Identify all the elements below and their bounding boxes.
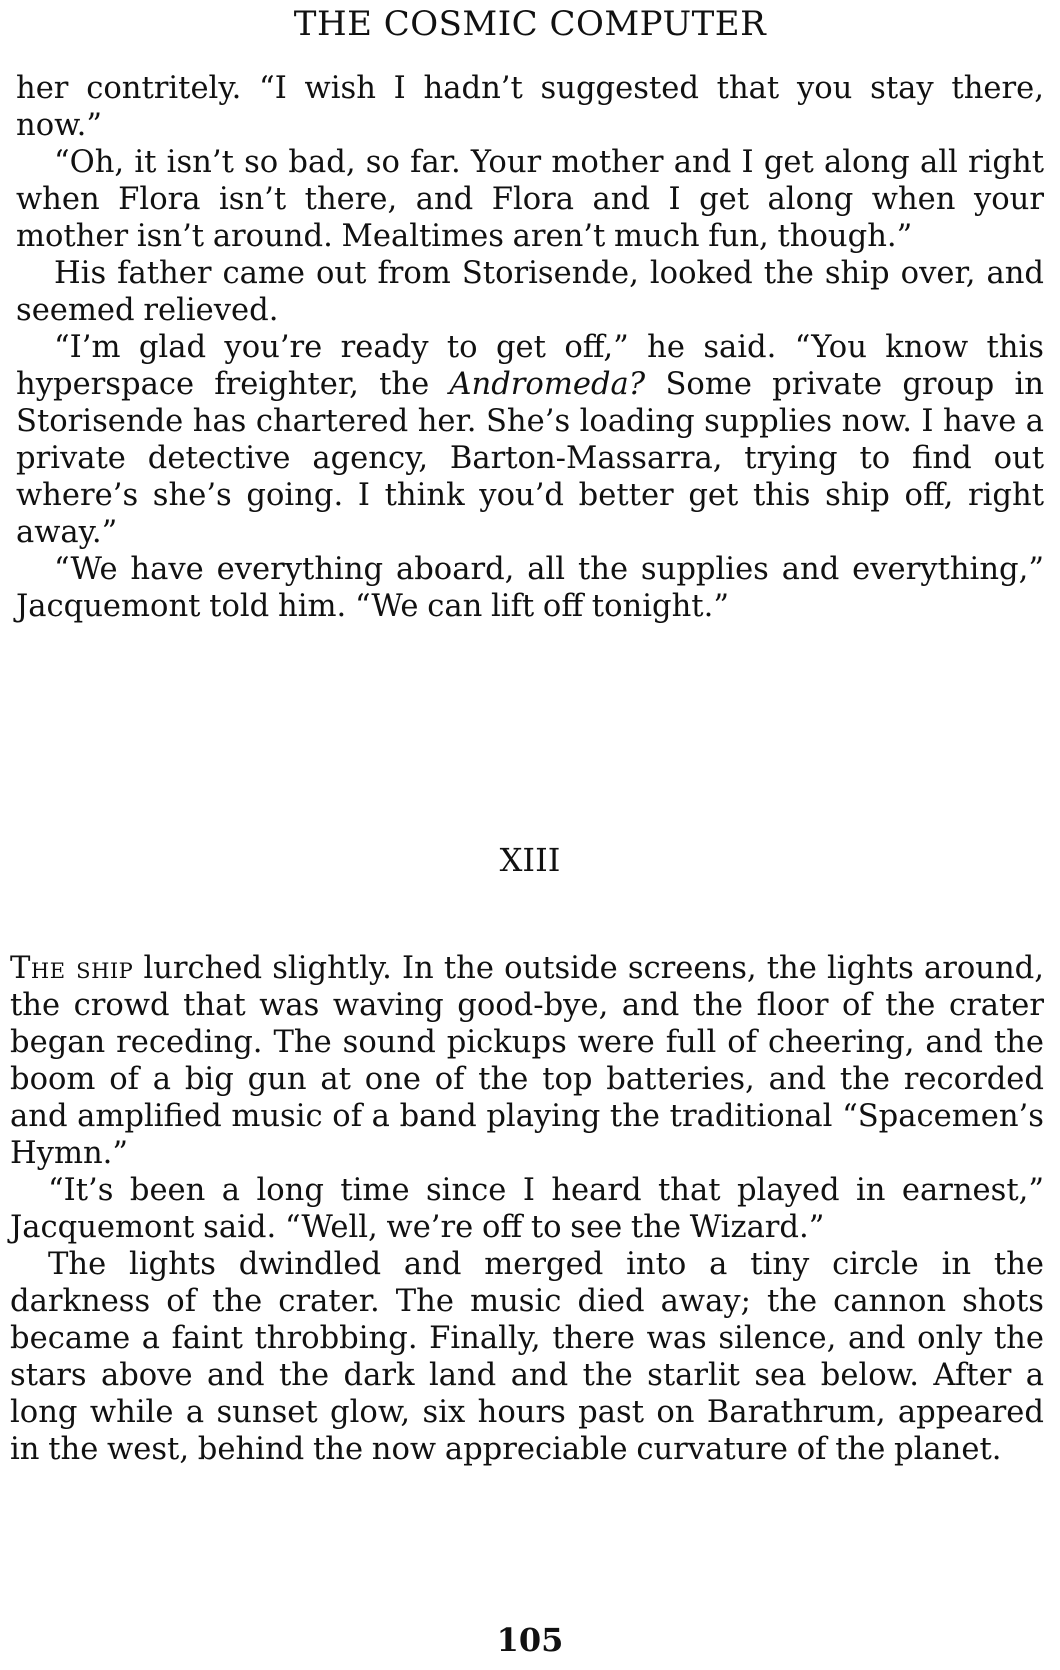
chapter-heading: XIII [499,841,561,879]
text-block-before-chapter [16,70,1044,625]
paragraph: His father came out from Storisende, looked the ship over, and seemed relieved. [16,256,1044,328]
paragraph-text: lurched slightly. In the outside screens, the lights around, the crowd that was waving good-bye, and the floor of the crater began receding. The sound pickups were full of cheering, and the boom of a big gun at one of the top batteries, and the recorded and amplified music of a band playing the traditional “Spacemen’s Hymn.” [10,951,1044,1171]
paragraph-andromeda [16,329,1044,551]
paragraph-text: Some private group in Storisende has chartered her. She’s loading supplies now. I have a private detective agency, Barton-Massarra, trying to find out where’s she’s going. I think you’d better get this ship off, right away.” [16,367,1044,550]
paragraph: The lights dwindled and merged into a tiny circle in the darkness of the crater. The music died away; the cannon shots became a faint throbbing. Finally, there was silence, and only the stars above and the dark land and the starlit sea below. After a long while a sunset glow, six hours past on Barathrum, appeared in the west, behind the now appreciable curvature of the planet. [10,1247,1044,1467]
page-number: 105 [496,1621,564,1659]
paragraph: “We have everything aboard, all the supplies and everything,” Jacquemont told him. “We can lift off tonight.” [16,552,1044,624]
ship-name-italic: Andromeda? [449,367,646,402]
text-block-chapter [10,950,1044,1468]
opening-smallcaps: The ship [10,951,134,986]
paragraph: “Oh, it isn’t so bad, so far. Your mother and I get along all right when Flora isn’t there, and Flora and I get along when your mother isn’t around. Mealtimes aren’t much fun, though.” [16,145,1044,254]
running-head: THE COSMIC COMPUTER [293,4,767,44]
paragraph: “It’s been a long time since I heard that played in earnest,” Jacquemont said. “Well, we’re off to see the Wizard.” [10,1173,1044,1245]
chapter-opening-paragraph [10,950,1044,1172]
paragraph-continuation: her contritely. “I wish I hadn’t suggested that you stay there, now.” [16,71,1044,143]
paragraph-text: “I’m glad you’re ready to get off,” he said. “You know this hyperspace freighter, the [16,330,1044,402]
